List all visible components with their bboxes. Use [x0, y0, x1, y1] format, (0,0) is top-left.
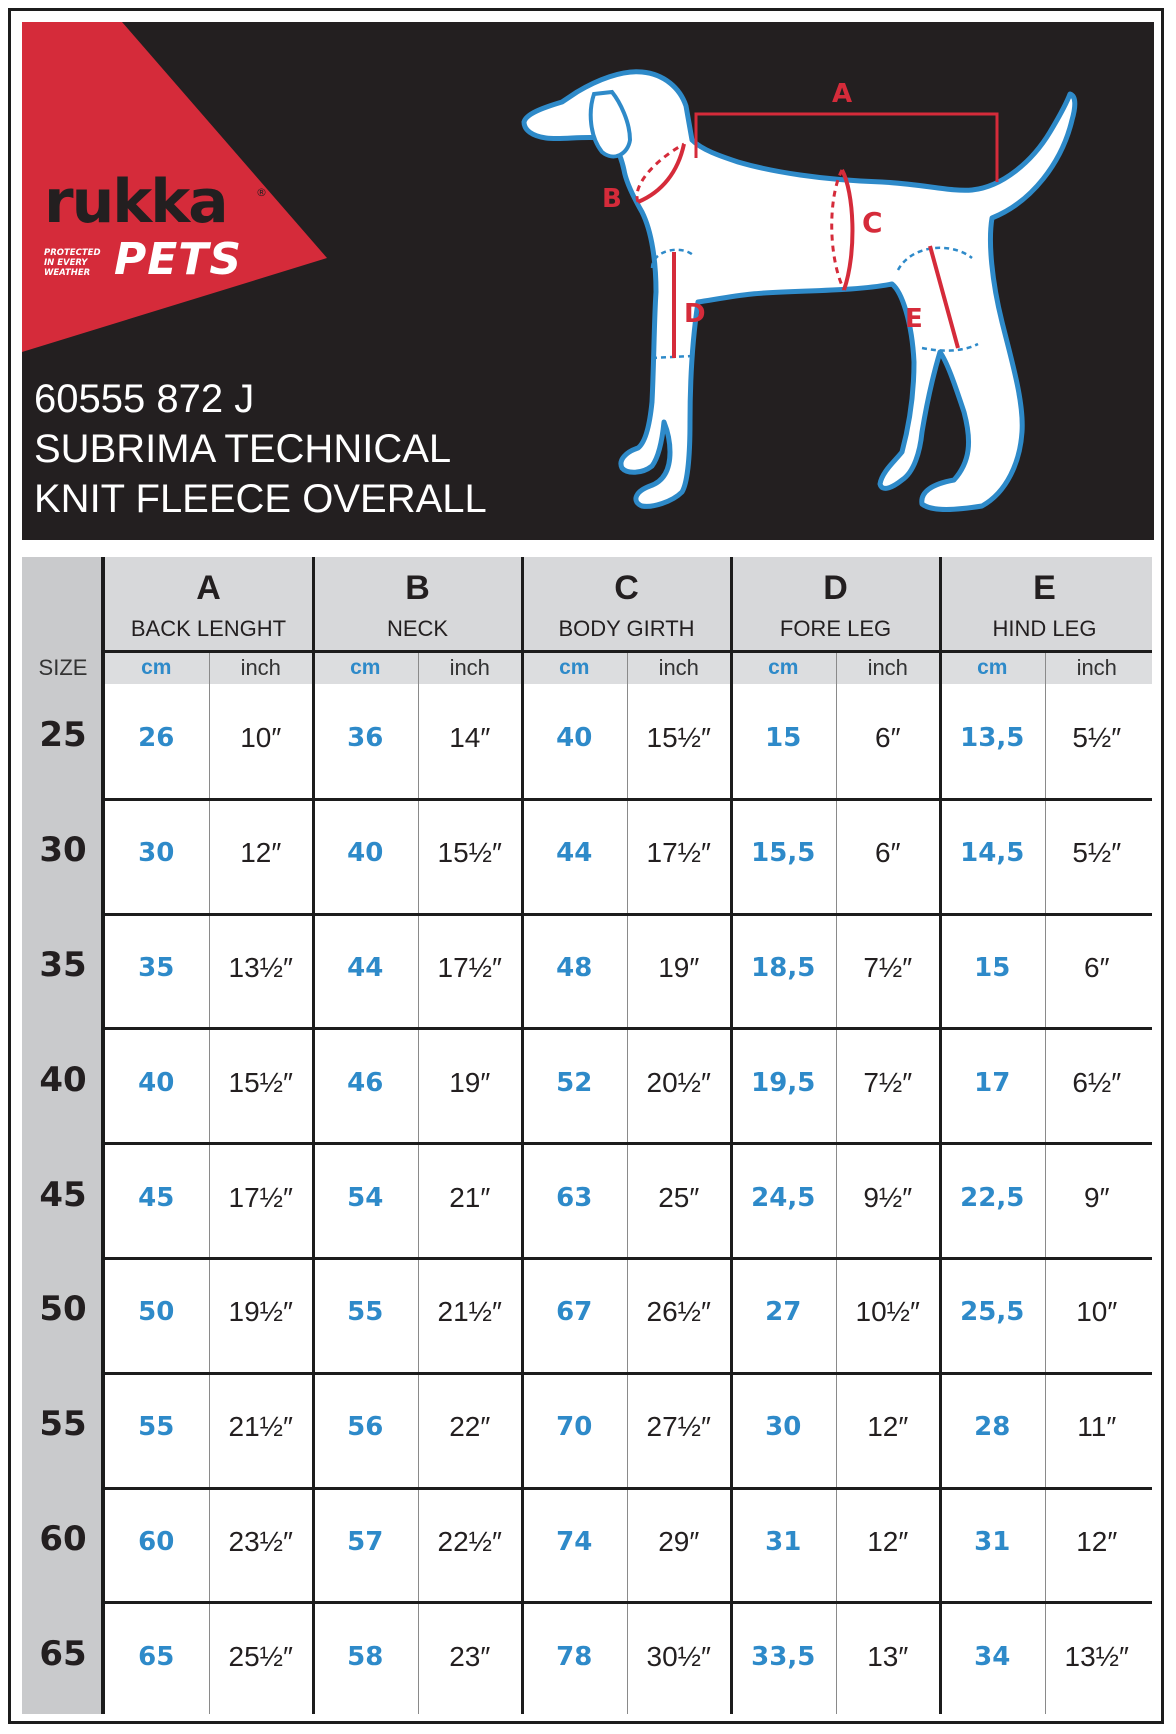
- group-name: BODY GIRTH: [558, 616, 695, 641]
- brand-sub: PETS: [114, 234, 243, 285]
- cm-value: 70: [556, 1412, 593, 1443]
- product-title: [34, 374, 487, 524]
- inch-value: 20½″: [646, 1066, 711, 1098]
- cm-value: 44: [556, 838, 593, 869]
- group-name: FORE LEG: [779, 616, 892, 641]
- cm-value: 13,5: [960, 723, 1025, 754]
- size-value: 40: [39, 1059, 87, 1100]
- cm-value: 46: [347, 1067, 384, 1098]
- cm-value: 55: [347, 1297, 384, 1328]
- cm-value: 25,5: [960, 1297, 1025, 1328]
- inch-value: 19″: [449, 1066, 491, 1098]
- size-value: 35: [39, 944, 87, 985]
- cm-value: 14,5: [960, 838, 1025, 869]
- cm-value: 57: [347, 1526, 384, 1557]
- row-separator: [104, 1027, 1152, 1030]
- inch-value: 13″: [867, 1640, 909, 1672]
- measure-b-label: B: [602, 184, 622, 214]
- cm-value: 58: [347, 1641, 384, 1672]
- cm-value: 34: [974, 1641, 1011, 1672]
- inch-value: 22½″: [437, 1525, 502, 1557]
- measure-e-label: E: [905, 304, 923, 334]
- cm-value: 30: [765, 1412, 802, 1443]
- cm-value: 27: [765, 1297, 802, 1328]
- inch-value: 14″: [449, 722, 491, 754]
- cm-value: 74: [556, 1526, 593, 1557]
- group-divider: [312, 557, 315, 1714]
- unit-inch-label: inch: [867, 655, 908, 680]
- inch-value: 15½″: [228, 1066, 293, 1098]
- cm-value: 40: [347, 838, 384, 869]
- brand-tagline: PROTECTED IN EVERY WEATHER: [44, 248, 101, 278]
- cm-value: 44: [347, 952, 384, 983]
- inch-value: 26½″: [646, 1296, 711, 1328]
- header-banner: [22, 22, 1154, 540]
- group-divider: [521, 557, 524, 1714]
- cm-value: 63: [556, 1182, 593, 1213]
- inch-value: 13½″: [228, 951, 293, 983]
- inch-value: 29″: [658, 1525, 700, 1557]
- cm-value: 45: [138, 1182, 175, 1213]
- header-separator: [104, 650, 1152, 653]
- inch-value: 15½″: [437, 837, 502, 869]
- inch-value: 17½″: [437, 951, 502, 983]
- cm-value: 33,5: [751, 1641, 816, 1672]
- cm-value: 31: [974, 1526, 1011, 1557]
- cm-value: 48: [556, 952, 593, 983]
- inch-value: 6″: [1084, 951, 1110, 983]
- unit-cm-label: cm: [350, 656, 381, 679]
- unit-divider: [836, 652, 837, 1714]
- cm-value: 78: [556, 1641, 593, 1672]
- inch-value: 21″: [449, 1181, 491, 1213]
- inch-value: 25½″: [228, 1640, 293, 1672]
- group-name: HIND LEG: [992, 616, 1097, 641]
- inch-value: 22″: [449, 1411, 491, 1443]
- cm-value: 15: [765, 723, 802, 754]
- product-name-line1: SUBRIMA TECHNICAL: [34, 427, 452, 471]
- cm-value: 18,5: [751, 952, 816, 983]
- cm-value: 30: [138, 838, 175, 869]
- cm-value: 54: [347, 1182, 384, 1213]
- unit-cm-label: cm: [768, 656, 799, 679]
- brand-logo: [44, 167, 267, 285]
- inch-value: 17½″: [646, 837, 711, 869]
- inch-value: 5½″: [1072, 837, 1122, 869]
- size-value: 60: [39, 1518, 87, 1559]
- group-divider: [939, 557, 942, 1714]
- unit-inch-label: inch: [240, 655, 281, 680]
- inch-value: 30½″: [646, 1640, 711, 1672]
- inch-value: 12″: [867, 1411, 909, 1443]
- measure-c-label: C: [862, 206, 883, 239]
- cm-value: 40: [556, 723, 593, 754]
- inch-value: 23½″: [228, 1525, 293, 1557]
- inch-value: 11″: [1077, 1411, 1117, 1443]
- unit-inch-label: inch: [449, 655, 490, 680]
- inch-value: 19″: [658, 951, 700, 983]
- row-separator: [104, 1487, 1152, 1490]
- group-name: BACK LENGHT: [130, 616, 287, 641]
- row-separator: [104, 1601, 1152, 1604]
- inch-value: 7½″: [863, 951, 913, 983]
- unit-inch-label: inch: [658, 655, 699, 680]
- registered-mark: ®: [256, 186, 267, 199]
- product-name-line2: KNIT FLEECE OVERALL: [34, 477, 487, 521]
- unit-inch-label: inch: [1076, 655, 1117, 680]
- inch-value: 19½″: [228, 1296, 293, 1328]
- row-separator: [104, 1372, 1152, 1375]
- cm-value: 50: [138, 1297, 175, 1328]
- inch-value: 25″: [658, 1181, 700, 1213]
- dog-measurement-diagram: [502, 22, 1122, 540]
- inch-value: 6″: [875, 837, 901, 869]
- size-value: 25: [39, 715, 87, 756]
- cm-value: 28: [974, 1412, 1011, 1443]
- group-letter: E: [1033, 568, 1056, 607]
- unit-divider: [418, 652, 419, 1714]
- inch-value: 10″: [240, 722, 282, 754]
- group-divider: [730, 557, 733, 1714]
- cm-value: 22,5: [960, 1182, 1025, 1213]
- cm-value: 19,5: [751, 1067, 816, 1098]
- inch-value: 12″: [1076, 1525, 1118, 1557]
- product-code: 60555 872 J: [34, 377, 255, 421]
- size-value: 30: [39, 830, 87, 871]
- row-separator: [104, 1257, 1152, 1260]
- cm-value: 40: [138, 1067, 175, 1098]
- size-header: SIZE: [38, 655, 88, 680]
- size-value: 55: [39, 1404, 87, 1445]
- inch-value: 21½″: [437, 1296, 502, 1328]
- unit-cm-label: cm: [559, 656, 590, 679]
- cm-value: 26: [138, 723, 175, 754]
- cm-value: 56: [347, 1412, 384, 1443]
- unit-divider: [1045, 652, 1046, 1714]
- cm-value: 31: [765, 1526, 802, 1557]
- size-value: 50: [39, 1289, 87, 1330]
- cm-value: 52: [556, 1067, 593, 1098]
- inch-value: 27½″: [646, 1411, 711, 1443]
- row-separator: [104, 913, 1152, 916]
- unit-cm-label: cm: [977, 656, 1008, 679]
- cm-value: 35: [138, 952, 175, 983]
- measure-a-label: A: [832, 79, 853, 109]
- row-separator: [104, 1142, 1152, 1145]
- cm-value: 15: [974, 952, 1011, 983]
- inch-value: 21½″: [228, 1411, 293, 1443]
- unit-divider: [627, 652, 628, 1714]
- unit-divider: [209, 652, 210, 1714]
- inch-value: 5½″: [1072, 722, 1122, 754]
- brand-name: rukka: [44, 167, 227, 237]
- cm-value: 36: [347, 723, 384, 754]
- inch-value: 12″: [867, 1525, 909, 1557]
- group-name: NECK: [386, 616, 449, 641]
- group-letter: D: [823, 568, 848, 607]
- cm-value: 17: [974, 1067, 1011, 1098]
- group-letter: B: [405, 568, 430, 607]
- cm-value: 65: [138, 1641, 175, 1672]
- inch-value: 12″: [240, 837, 282, 869]
- size-divider: [101, 557, 105, 1714]
- group-letter: C: [614, 568, 639, 607]
- size-value: 45: [39, 1174, 87, 1215]
- measure-d-label: D: [684, 299, 706, 329]
- cm-value: 60: [138, 1526, 175, 1557]
- inch-value: 13½″: [1064, 1640, 1129, 1672]
- inch-value: 7½″: [863, 1066, 913, 1098]
- inch-value: 10½″: [855, 1296, 920, 1328]
- group-letter: A: [196, 568, 221, 607]
- size-value: 65: [39, 1633, 87, 1674]
- inch-value: 6″: [875, 722, 901, 754]
- inch-value: 9″: [1084, 1181, 1110, 1213]
- cm-value: 55: [138, 1412, 175, 1443]
- inch-value: 17½″: [228, 1181, 293, 1213]
- inch-value: 9½″: [863, 1181, 913, 1213]
- inch-value: 6½″: [1072, 1066, 1122, 1098]
- inch-value: 15½″: [646, 722, 711, 754]
- inch-value: 23″: [449, 1640, 491, 1672]
- inch-value: 10″: [1076, 1296, 1118, 1328]
- row-separator: [104, 798, 1152, 801]
- unit-cm-label: cm: [141, 656, 172, 679]
- cm-value: 67: [556, 1297, 593, 1328]
- cm-value: 15,5: [751, 838, 816, 869]
- cm-value: 24,5: [751, 1182, 816, 1213]
